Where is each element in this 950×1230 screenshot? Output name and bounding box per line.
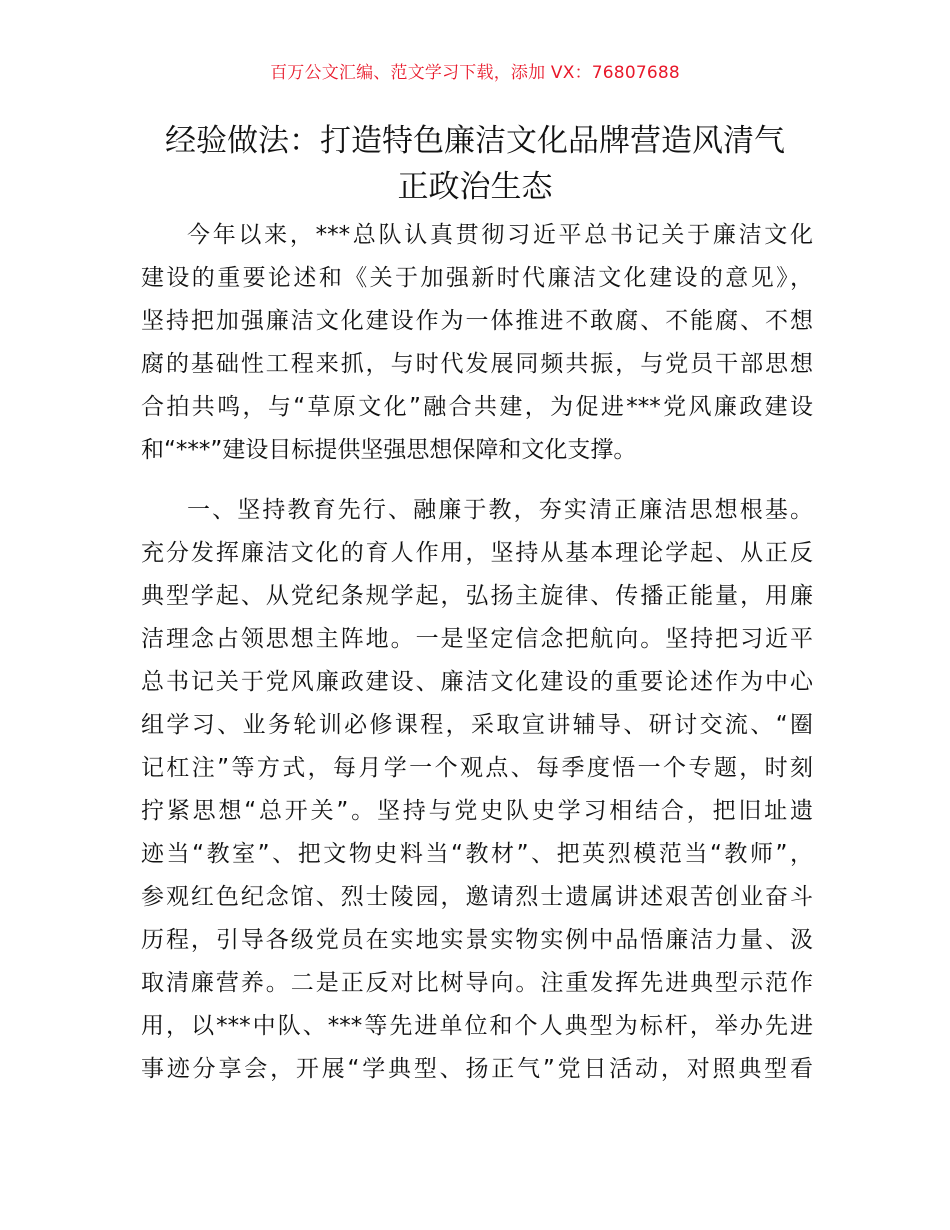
section-heading-line: 一、坚持教育先行、融廉于教，夯实清正廉洁思想根基。: [187, 497, 813, 523]
paragraph-line: 典型学起、从党纪条规学起，弘扬主旋律、传播正能量，用廉: [141, 583, 813, 609]
paragraph-line: 建设的重要论述和《关于加强新时代廉洁文化建设的意见》，: [141, 265, 813, 291]
paragraph-line: 合拍共鸣，与“草原文化”融合共建，为促进***党风廉政建设: [141, 394, 813, 420]
paragraph-line: 和“***”建设目标提供坚强思想保障和文化支撑。: [141, 437, 637, 463]
paragraph-line: 今年以来，***总队认真贯彻习近平总书记关于廉洁文化: [187, 222, 813, 248]
paragraph-line: 洁理念占领思想主阵地。一是坚定信念把航向。坚持把习近平: [141, 626, 813, 652]
paragraph-line: 总书记关于党风廉政建设、廉洁文化建设的重要论述作为中心: [141, 669, 813, 695]
document-title: [120, 118, 830, 210]
paragraph-line: 迹当“教室”、把文物史料当“教材”、把英烈模范当“教师”，: [141, 841, 813, 867]
paragraph-line: 用，以***中队、***等先进单位和个人典型为标杆，举办先进: [141, 1013, 813, 1039]
paragraph-line: 腐的基础性工程来抓，与时代发展同频共振，与党员干部思想: [141, 351, 813, 377]
paragraph-line: 事迹分享会，开展“学典型、扬正气”党日活动，对照典型看: [141, 1056, 813, 1082]
paragraph-line: 拧紧思想“总开关”。坚持与党史队史学习相结合，把旧址遗: [141, 798, 813, 824]
paragraph-line: 参观红色纪念馆、烈士陵园，邀请烈士遗属讲述艰苦创业奋斗: [141, 884, 813, 910]
paragraph-line: 组学习、业务轮训必修课程，采取宣讲辅导、研讨交流、“圈: [141, 712, 813, 738]
paragraph-line: 充分发挥廉洁文化的育人作用，坚持从基本理论学起、从正反: [141, 540, 813, 566]
paragraph-intro: [141, 214, 813, 472]
paragraph-line: 坚持把加强廉洁文化建设作为一体推进不敢腐、不能腐、不想: [141, 308, 813, 334]
paragraph-section-one: [141, 489, 813, 1091]
paragraph-spacer: [141, 472, 813, 489]
paragraph-line: 取清廉营养。二是正反对比树导向。注重发挥先进典型示范作: [141, 970, 813, 996]
header-banner: 百万公文汇编、范文学习下载，添加 VX：76807688: [270, 63, 680, 83]
title-line-2: 正政治生态: [397, 169, 553, 205]
paragraph-line: 记杠注”等方式，每月学一个观点、每季度悟一个专题，时刻: [141, 755, 813, 781]
document-body: [141, 214, 813, 1091]
paragraph-line: 历程，引导各级党员在实地实景实物实例中品悟廉洁力量、汲: [141, 927, 813, 953]
title-line-1: 经验做法：打造特色廉洁文化品牌营造风清气: [165, 123, 785, 159]
